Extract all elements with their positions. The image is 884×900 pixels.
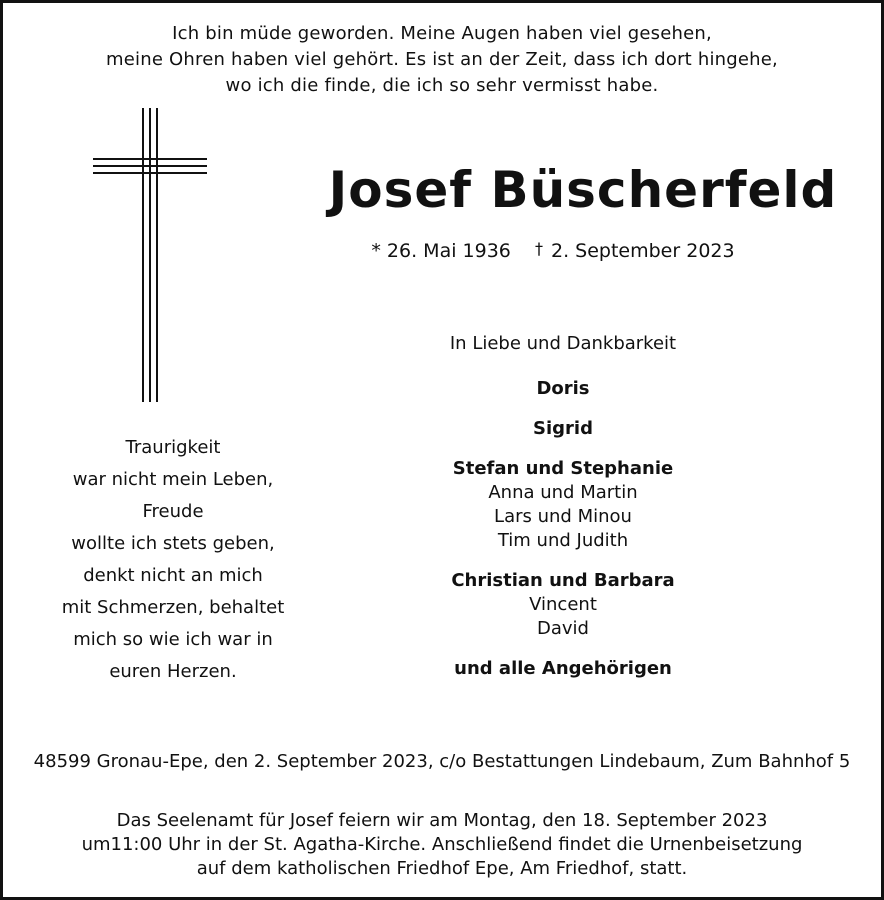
- service-line: Das Seelenamt für Josef feiern wir am Montag, den 18. September 2023: [116, 810, 768, 831]
- family-list: [363, 331, 763, 681]
- poem-line: mit Schmerzen, behaltet: [61, 597, 285, 618]
- poem-line: euren Herzen.: [109, 661, 237, 682]
- life-dates: [333, 239, 773, 262]
- family-member-sigrid: Sigrid: [533, 418, 593, 439]
- service-line: um11:00 Uhr in der St. Agatha-Kirche. Anschließend findet die Urnenbeisetzung: [81, 834, 803, 855]
- dagger-icon: †: [534, 239, 543, 258]
- poem: [23, 432, 323, 688]
- family-group1-member: Lars und Minou: [494, 506, 632, 527]
- family-member-doris: Doris: [536, 378, 590, 399]
- poem-line: mich so wie ich war in: [73, 629, 273, 650]
- deceased-name: Josef Büscherfeld: [328, 161, 838, 219]
- death-date: 2. September 2023: [551, 240, 735, 262]
- service-notice: [3, 809, 881, 881]
- address-line: 48599 Gronau-Epe, den 2. September 2023, c/o Bestattungen Lindebaum, Zum Bahnhof 5: [33, 751, 851, 772]
- quote-line: Ich bin müde geworden. Meine Augen haben viel gesehen,: [172, 23, 712, 44]
- family-group1-head: Stefan und Stephanie: [452, 458, 674, 479]
- cross-icon: [91, 106, 209, 402]
- family-group2-member: David: [537, 618, 589, 639]
- birth-date: * 26. Mai 1936: [371, 240, 511, 262]
- opening-quote: [3, 21, 881, 99]
- family-group1-member: Anna und Martin: [488, 482, 638, 503]
- poem-line: Freude: [142, 501, 204, 522]
- family-closing: und alle Angehörigen: [454, 658, 672, 679]
- service-line: auf dem katholischen Friedhof Epe, Am Friedhof, statt.: [196, 858, 688, 879]
- poem-line: wollte ich stets geben,: [71, 533, 275, 554]
- poem-line: Traurigkeit: [125, 437, 221, 458]
- quote-line: meine Ohren haben viel gehört. Es ist an der Zeit, dass ich dort hingehe,: [106, 49, 778, 70]
- family-group2-member: Vincent: [529, 594, 597, 615]
- poem-line: war nicht mein Leben,: [72, 469, 274, 490]
- family-intro: In Liebe und Dankbarkeit: [449, 333, 677, 354]
- poem-line: denkt nicht an mich: [83, 565, 263, 586]
- family-group1-member: Tim und Judith: [497, 530, 629, 551]
- family-group2-head: Christian und Barbara: [451, 570, 675, 591]
- quote-line: wo ich die finde, die ich so sehr vermisst habe.: [225, 75, 659, 96]
